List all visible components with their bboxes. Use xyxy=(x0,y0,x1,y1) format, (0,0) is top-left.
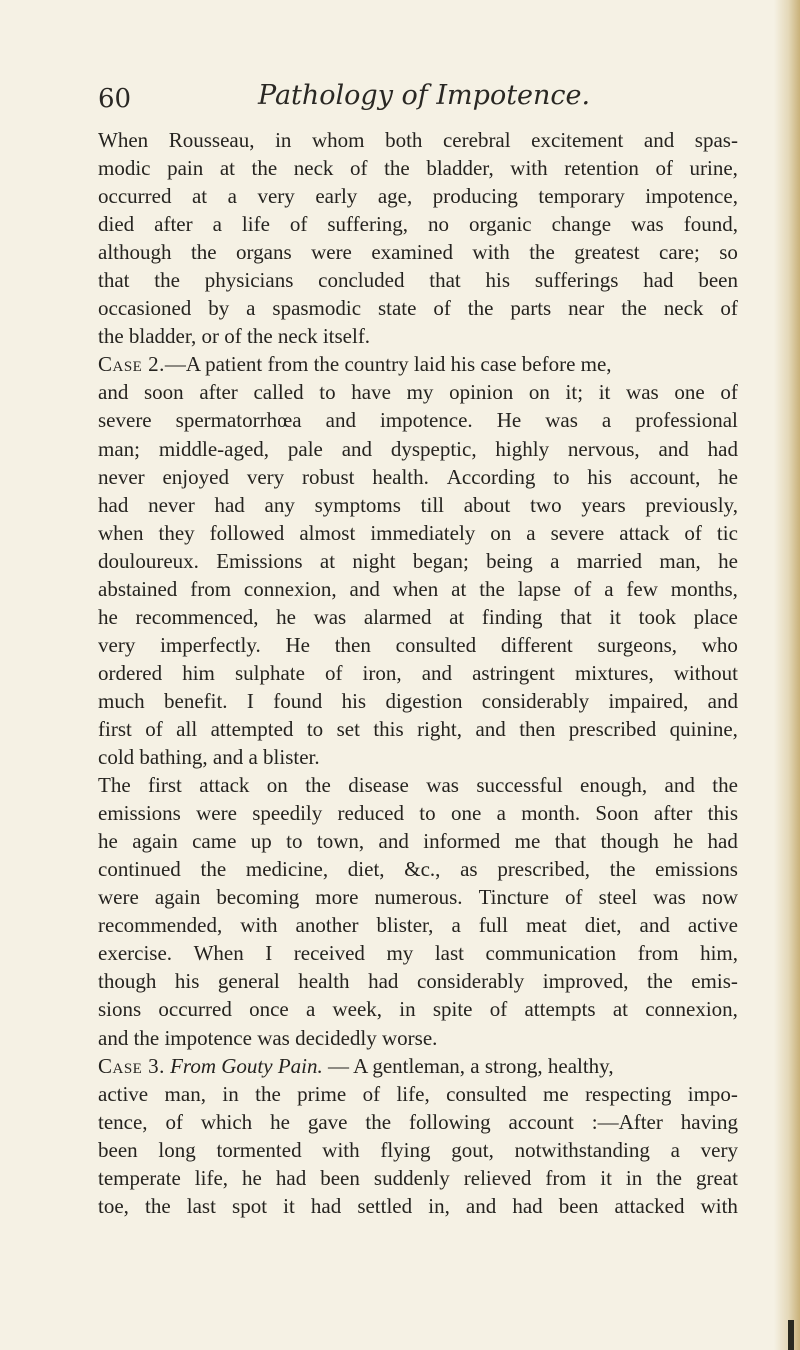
text-line: the bladder, or of the neck itself. xyxy=(98,324,371,349)
running-title: Pathology of Impotence. xyxy=(258,80,591,111)
text-line: recommended, with another blister, a full meat diet, and active xyxy=(98,913,738,938)
text-line: much benefit. I found his digestion considerably impaired, and xyxy=(98,688,738,713)
text-line: occasioned by a spasmodic state of the parts near the neck of xyxy=(98,296,738,321)
text-line: When Rousseau, in whom both cerebral excitement and spas- xyxy=(98,128,738,152)
text-line: ordered him sulphate of iron, and astringent mixtures, without xyxy=(98,660,738,685)
text-line: sions occurred once a week, in spite of attempts at connexion, xyxy=(98,997,738,1022)
text-line: exercise. When I received my last communication from him, xyxy=(98,941,738,966)
text-line: severe spermatorrhœa and impotence. He was a professional xyxy=(98,408,738,433)
text-line: and soon after called to have my opinion on it; it was one of xyxy=(98,380,738,405)
text-line: been long tormented with flying gout, notwithstanding a very xyxy=(98,1137,738,1162)
text-line: died after a life of suffering, no organic change was found, xyxy=(98,212,738,237)
text-line: and the impotence was decidedly worse. xyxy=(98,1025,438,1050)
text-line: although the organs were examined with the greatest care; so xyxy=(98,240,738,265)
body-text xyxy=(98,126,738,1220)
page-number: 60 xyxy=(98,84,132,114)
text-line: that the physicians concluded that his sufferings had been xyxy=(98,268,738,293)
case-2-label: Case 2. xyxy=(98,352,165,377)
text-line: he recommenced, he was alarmed at finding that it took place xyxy=(98,604,738,629)
text-line: were again becoming more numerous. Tincture of steel was now xyxy=(98,885,738,910)
case-2-first-line xyxy=(98,350,738,378)
text-line: though his general health had considerably improved, the emis- xyxy=(98,969,738,994)
text-line: modic pain at the neck of the bladder, with retention of urine, xyxy=(98,156,738,181)
text-line: douloureux. Emissions at night began; being a married man, he xyxy=(98,548,738,573)
text-line: cold bathing, and a blister. xyxy=(98,745,320,770)
case-3-first-line xyxy=(98,1052,738,1080)
text-line: occurred at a very early age, producing temporary impotence, xyxy=(98,184,738,209)
text-line: emissions were speedily reduced to one a month. Soon after this xyxy=(98,801,738,826)
case-3-label: Case 3. xyxy=(98,1053,165,1078)
text-line: abstained from connexion, and when at the lapse of a few months, xyxy=(98,576,738,601)
text-line: The first attack on the disease was successful enough, and the xyxy=(98,773,738,798)
text-line: tence, of which he gave the following account :—After having xyxy=(98,1109,738,1134)
text-line: toe, the last spot it had settled in, and had been attacked with xyxy=(98,1193,738,1218)
paragraph-3 xyxy=(98,771,738,1051)
paragraph-1 xyxy=(98,126,738,350)
page-header xyxy=(98,80,738,120)
text-line: when they followed almost immediately on a severe attack of tic xyxy=(98,520,738,545)
text-line: temperate life, he had been suddenly relieved from it in the great xyxy=(98,1165,738,1190)
case-3-first-line-text: — A gentleman, a strong, healthy, xyxy=(322,1053,614,1078)
text-line: active man, in the prime of life, consulted me respecting impo- xyxy=(98,1081,738,1106)
paragraph-case-3 xyxy=(98,1052,738,1220)
text-line: continued the medicine, diet, &c., as prescribed, the emissions xyxy=(98,857,738,882)
text-line: never enjoyed very robust health. According to his account, he xyxy=(98,464,738,489)
page-edge-mark xyxy=(788,1320,794,1350)
case-2-first-line-text: —A patient from the country laid his case before me, xyxy=(164,352,612,377)
text-line: very imperfectly. He then consulted different surgeons, who xyxy=(98,632,738,657)
case-3-heading: From Gouty Pain. xyxy=(170,1053,323,1078)
text-line: man; middle-aged, pale and dyspeptic, highly nervous, and had xyxy=(98,436,738,461)
text-line: first of all attempted to set this right, and then prescribed quinine, xyxy=(98,716,738,741)
paragraph-case-2 xyxy=(98,350,738,771)
text-line: had never had any symptoms till about two years previously, xyxy=(98,492,738,517)
text-line: he again came up to town, and informed me that though he had xyxy=(98,829,738,854)
page-edge-shadow xyxy=(774,0,800,1350)
